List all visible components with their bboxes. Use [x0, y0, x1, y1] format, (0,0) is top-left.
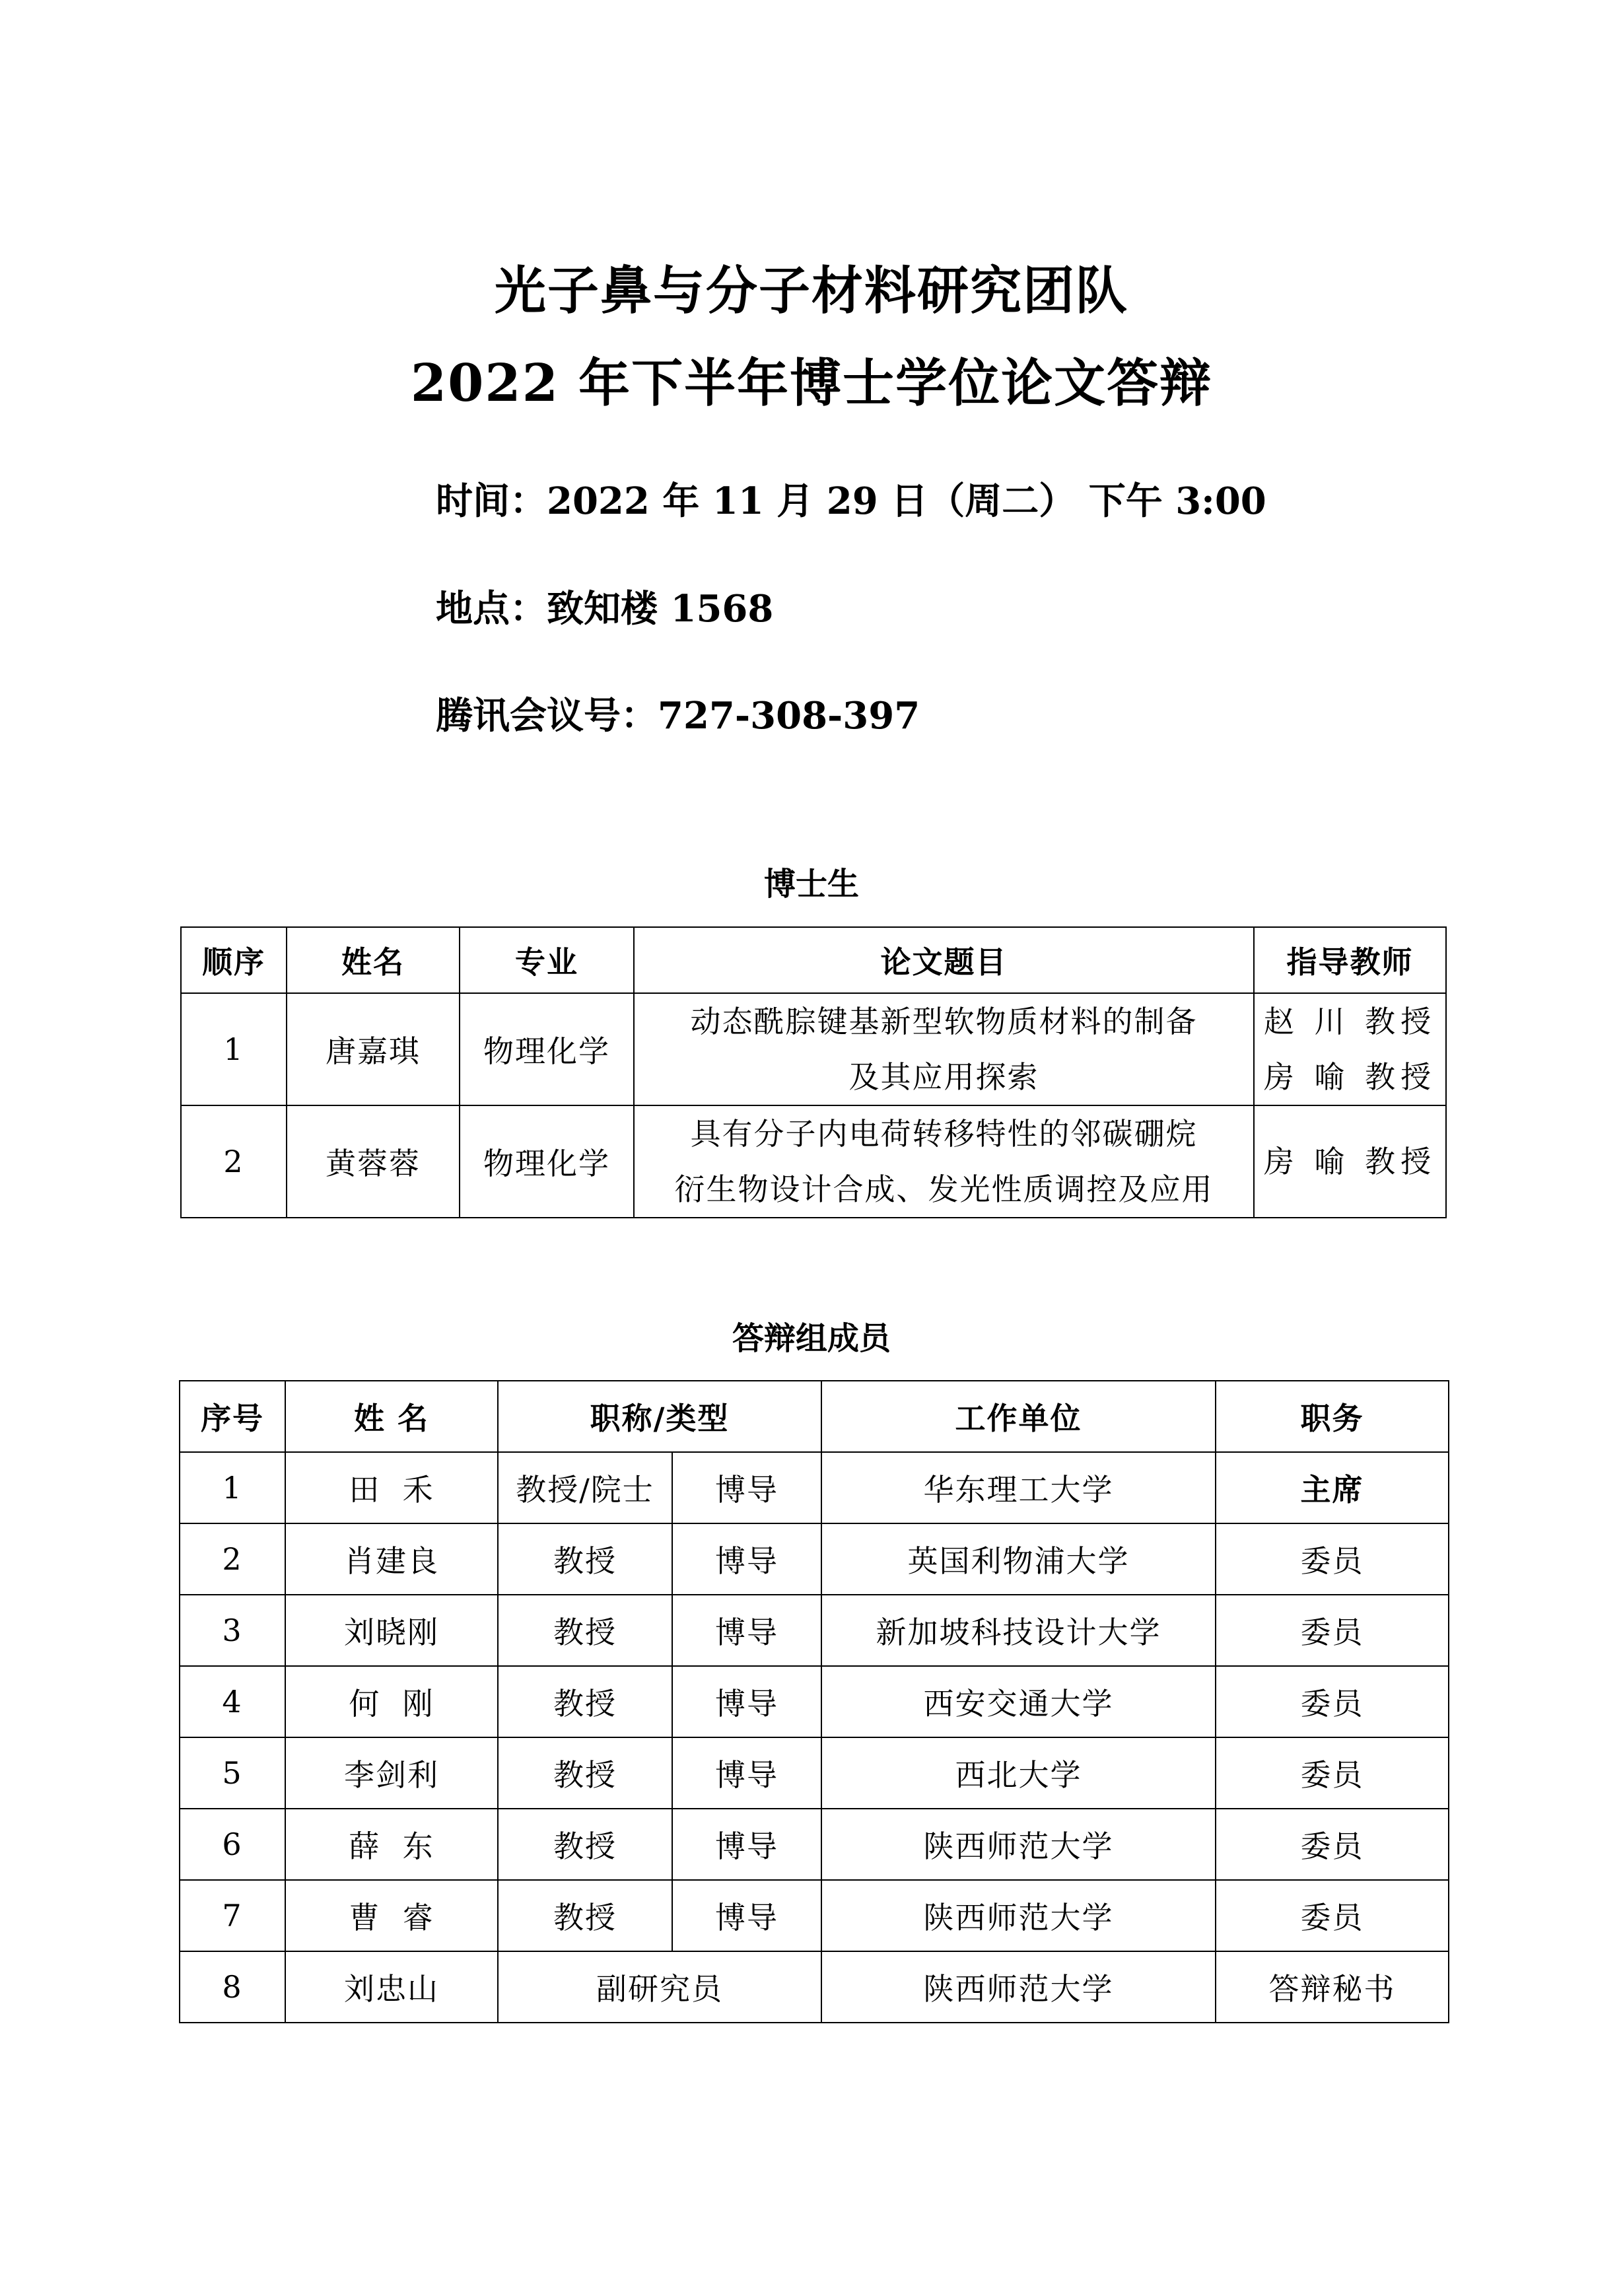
- committee-header-row: [180, 1381, 1449, 1452]
- member-type: 博导: [672, 1523, 821, 1595]
- member-no: 4: [180, 1666, 285, 1737]
- advisor-line: 赵 川 教授: [1263, 1004, 1437, 1039]
- member-role: 委员: [1216, 1880, 1449, 1951]
- student-advisor: [1254, 993, 1446, 1105]
- member-no: 5: [180, 1737, 285, 1809]
- member-title: 教授: [498, 1880, 672, 1951]
- member-title: 教授: [498, 1595, 672, 1666]
- member-unit: 陕西师范大学: [821, 1880, 1216, 1951]
- member-role: 主席: [1216, 1452, 1449, 1523]
- member-no: 7: [180, 1880, 285, 1951]
- header-major: 专业: [460, 927, 634, 993]
- student-row: [181, 1105, 1446, 1218]
- student-row: [181, 993, 1446, 1105]
- header-order: 顺序: [181, 927, 287, 993]
- committee-row: [180, 1880, 1449, 1951]
- member-role: 委员: [1216, 1666, 1449, 1737]
- member-unit: 陕西师范大学: [821, 1809, 1216, 1880]
- student-order: 2: [181, 1105, 287, 1218]
- committee-row: [180, 1666, 1449, 1737]
- member-no: 3: [180, 1595, 285, 1666]
- header-advisor: 指导教师: [1254, 927, 1446, 993]
- header-title-type: 职称/类型: [498, 1381, 821, 1452]
- student-advisor: 房 喻 教授: [1254, 1105, 1446, 1218]
- header-name: 姓 名: [285, 1381, 498, 1452]
- committee-caption: 答辩组成员: [732, 1320, 891, 1357]
- member-role: 委员: [1216, 1523, 1449, 1595]
- member-no: 6: [180, 1809, 285, 1880]
- member-unit: 西安交通大学: [821, 1666, 1216, 1737]
- member-type: 博导: [672, 1809, 821, 1880]
- student-major: 物理化学: [460, 1105, 634, 1218]
- header-unit: 工作单位: [821, 1381, 1216, 1452]
- member-type: 博导: [672, 1452, 821, 1523]
- member-type: 博导: [672, 1666, 821, 1737]
- header-topic: 论文题目: [634, 927, 1254, 993]
- member-type: 博导: [672, 1880, 821, 1951]
- students-header-row: [181, 927, 1446, 993]
- member-role: 委员: [1216, 1809, 1449, 1880]
- advisor-line: 房 喻 教授: [1263, 1059, 1437, 1095]
- member-unit: 新加坡科技设计大学: [821, 1595, 1216, 1666]
- member-unit: 陕西师范大学: [821, 1951, 1216, 2023]
- students-caption: 博士生: [763, 866, 859, 903]
- member-unit: 华东理工大学: [821, 1452, 1216, 1523]
- member-role: 委员: [1216, 1595, 1449, 1666]
- member-title: 教授/院士: [498, 1452, 672, 1523]
- student-name: 唐嘉琪: [287, 993, 460, 1105]
- header-no: 序号: [180, 1381, 285, 1452]
- topic-line: 衍生物设计合成、发光性质调控及应用: [674, 1171, 1214, 1207]
- committee-row: [180, 1452, 1449, 1523]
- topic-line: 动态酰腙键基新型软物质材料的制备: [690, 1004, 1198, 1039]
- member-title: 教授: [498, 1666, 672, 1737]
- place-info: 地点：致知楼 1568: [436, 587, 774, 631]
- member-name: 薛 东: [285, 1809, 498, 1880]
- committee-row: [180, 1951, 1449, 2023]
- member-no: 1: [180, 1452, 285, 1523]
- member-name: 曹 睿: [285, 1880, 498, 1951]
- member-name: 刘晓刚: [285, 1595, 498, 1666]
- member-role: 答辩秘书: [1216, 1951, 1449, 2023]
- committee-row: [180, 1595, 1449, 1666]
- topic-line: 具有分子内电荷转移特性的邻碳硼烷: [690, 1116, 1198, 1152]
- member-no: 2: [180, 1523, 285, 1595]
- member-title: 教授: [498, 1523, 672, 1595]
- member-title: 副研究员: [498, 1951, 821, 2023]
- header-name: 姓名: [287, 927, 460, 993]
- time-info: 时间：2022 年 11 月 29 日（周二） 下午 3:00: [436, 479, 1266, 523]
- student-major: 物理化学: [460, 993, 634, 1105]
- member-name: 田 禾: [285, 1452, 498, 1523]
- member-type: 博导: [672, 1737, 821, 1809]
- member-role: 委员: [1216, 1737, 1449, 1809]
- student-topic: [634, 1105, 1254, 1218]
- member-no: 8: [180, 1951, 285, 2023]
- committee-row: [180, 1809, 1449, 1880]
- member-unit: 英国利物浦大学: [821, 1523, 1216, 1595]
- member-title: 教授: [498, 1737, 672, 1809]
- committee-table: [179, 1380, 1449, 2023]
- student-name: 黄蓉蓉: [287, 1105, 460, 1218]
- page-title-line2: 2022 年下半年博士学位论文答辩: [410, 353, 1213, 413]
- member-name: 李剑利: [285, 1737, 498, 1809]
- member-name: 何 刚: [285, 1666, 498, 1737]
- student-topic: [634, 993, 1254, 1105]
- committee-row: [180, 1737, 1449, 1809]
- member-type: 博导: [672, 1595, 821, 1666]
- committee-row: [180, 1523, 1449, 1595]
- member-unit: 西北大学: [821, 1737, 1216, 1809]
- member-name: 刘忠山: [285, 1951, 498, 2023]
- header-role: 职务: [1216, 1381, 1449, 1452]
- student-order: 1: [181, 993, 287, 1105]
- topic-line: 及其应用探索: [848, 1059, 1039, 1095]
- students-table: [180, 926, 1447, 1218]
- member-name: 肖建良: [285, 1523, 498, 1595]
- meeting-id-info: 腾讯会议号：727-308-397: [436, 694, 920, 738]
- page-title-line1: 光子鼻与分子材料研究团队: [494, 261, 1128, 321]
- member-title: 教授: [498, 1809, 672, 1880]
